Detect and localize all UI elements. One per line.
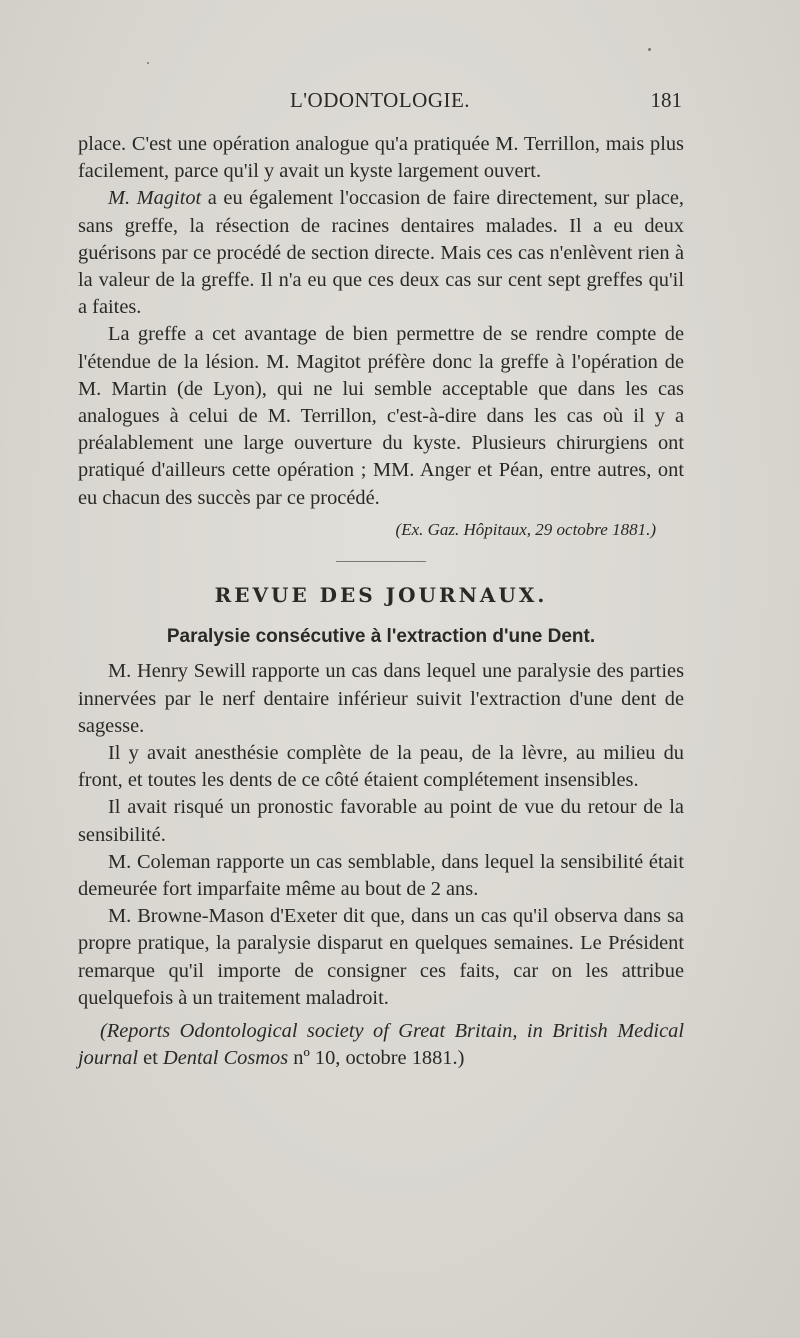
paragraph: M. Henry Sewill rapporte un cas dans lequel une paralysie des parties innervées par le nerf dentaire inférieur suivit l'extraction d'une dent de sagesse.	[78, 660, 684, 737]
paragraph: place. C'est une opération analogue qu'a pratiquée M. Terrillon, mais plus facilement, parce qu'il y avait un kyste largement ouvert.	[78, 133, 684, 183]
page-number: 181	[650, 88, 682, 112]
paper-speck	[147, 62, 149, 64]
paragraph: M. Coleman rapporte un cas semblable, dans lequel la sensibilité était demeurée fort imparfaite même au bout de 2 ans.	[78, 850, 684, 901]
article-title: Paralysie consécutive à l'extraction d'une Dent.	[166, 626, 596, 648]
paragraph	[78, 185, 684, 321]
paragraph: La greffe a cet avantage de bien permettre de se rendre compte de l'étendue de la lésion. M. Magitot préfère donc la greffe à l'opération de M. Martin (de Lyon), qui ne lui semble acceptable que dans les cas analogues à celui de M. Terrillon, c'est-à-dire dans les cas où il y a préalablement une large ouverture du kyste. Plusieurs chirurgiens ont pratiqué d'ailleurs cette opération ; MM. Anger et Péan, entre autres, ont eu chacun des succès par ce procédé.	[78, 323, 684, 509]
page-body	[78, 131, 684, 1073]
page-header	[78, 88, 682, 122]
paper-speck	[648, 48, 651, 51]
person-name: M. Magitot	[108, 187, 202, 210]
journal-reference	[78, 1018, 684, 1072]
paragraph-text: a eu également l'occasion de faire directement, sur place, sans greffe, la résection de racines dentaires malades. Il a eu deux guérisons par ce procédé de section directe. Mais ces cas n'enlèvent rien à la valeur de la greffe. Il n'a eu que ces deux cas sur cent sept greffes qu'il a faites.	[78, 187, 685, 319]
separator-rule	[336, 561, 426, 562]
section-heading: REVUE DES JOURNAUX.	[214, 583, 548, 608]
reference-part: Dental Cosmos	[162, 1047, 289, 1070]
reference-conjunction: et	[138, 1047, 163, 1070]
running-head: L'ODONTOLOGIE.	[289, 88, 471, 112]
reference-issue: nº 10, octobre 1881.)	[288, 1047, 465, 1070]
paragraph: Il y avait anesthésie complète de la peau, de la lèvre, au milieu du front, et toutes les dents de ce côté étaient complétement insensibles.	[78, 742, 684, 792]
paragraph: Il avait risqué un pronostic favorable au point de vue du retour de la sensibilité.	[78, 796, 684, 846]
paragraph: M. Browne-Mason d'Exeter dit que, dans un cas qu'il observa dans sa propre pratique, la paralysie disparut en quelques semaines. Le Président remarque qu'il importe de consigner ces faits, car on les attribue quelquefois à un traitement maladroit.	[78, 905, 684, 1009]
reference-part: (Reports Odontological society of Great Britain, in British Medical journal	[78, 1020, 684, 1070]
source-citation: (Ex. Gaz. Hôpitaux, 29 octobre 1881.)	[395, 519, 656, 539]
